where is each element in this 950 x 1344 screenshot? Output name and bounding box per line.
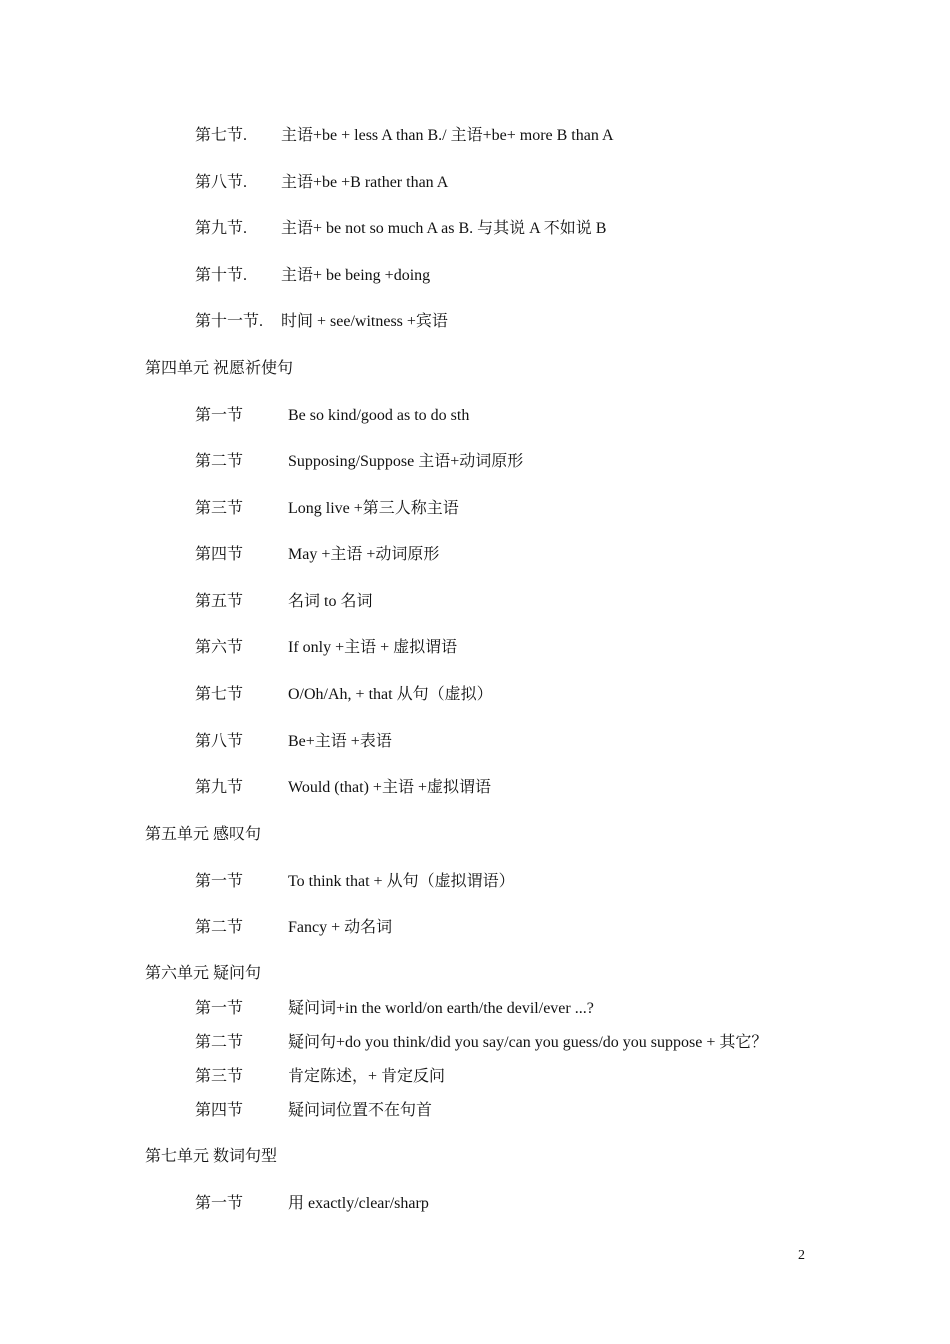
section-label: 第四节: [195, 1102, 244, 1119]
section-label: 第八节.: [195, 174, 248, 191]
section-label: 第四节: [195, 546, 244, 563]
section-text: 主语+ be not so much A as B. 与其说 A 不如说 B: [281, 220, 607, 237]
unit-title: 第四单元 祝愿祈使句: [145, 360, 294, 377]
section-text: 时间 + see/witness +宾语: [281, 313, 448, 330]
section-label: 第十节.: [195, 267, 248, 284]
section-text: 主语+ be being +doing: [281, 267, 431, 284]
unit-title: 第五单元 感叹句: [145, 826, 262, 843]
section-label: 第六节: [195, 639, 244, 656]
section-label: 第八节: [195, 733, 244, 750]
section-text: May +主语 +动词原形: [288, 546, 440, 563]
section-text: To think that + 从句（虚拟谓语）: [288, 873, 515, 890]
section-label: 第七节: [195, 686, 244, 703]
section-text: Long live +第三人称主语: [288, 500, 459, 517]
section-text: Be+主语 +表语: [288, 733, 392, 750]
section-text: 疑问句+do you think/did you say/can you guess/do you suppose + 其它？: [288, 1034, 768, 1051]
section-label: 第三节: [195, 1068, 244, 1085]
section-text: 疑问词+in the world/on earth/the devil/ever ...?: [288, 1000, 594, 1017]
section-label: 第七节.: [195, 127, 248, 144]
section-label: 第二节: [195, 1034, 244, 1051]
section-text: 名词 to 名词: [288, 593, 373, 610]
section-label: 第九节: [195, 779, 244, 796]
section-label: 第三节: [195, 500, 244, 517]
unit-title: 第六单元 疑问句: [145, 965, 262, 982]
section-text: 主语+be + less A than B./ 主语+be+ more B than A: [281, 127, 614, 144]
section-text: Supposing/Suppose 主语+动词原形: [288, 453, 524, 470]
section-text: If only +主语 + 虚拟谓语: [288, 639, 458, 656]
section-text: Be so kind/good as to do sth: [288, 407, 470, 424]
unit-title: 第七单元 数词句型: [145, 1148, 278, 1165]
section-text: 肯定陈述，+ 肯定反问: [288, 1068, 446, 1085]
section-label: 第五节: [195, 593, 244, 610]
section-label: 第一节: [195, 1195, 244, 1212]
section-label: 第二节: [195, 919, 244, 936]
section-label: 第一节: [195, 1000, 244, 1017]
section-text: O/Oh/Ah, + that 从句（虚拟）: [288, 686, 493, 703]
section-label: 第十一节.: [195, 313, 264, 330]
section-text: 主语+be +B rather than A: [281, 174, 449, 191]
section-label: 第九节.: [195, 220, 248, 237]
page-number: 2: [798, 1248, 805, 1263]
section-text: 用 exactly/clear/sharp: [288, 1195, 429, 1212]
section-label: 第二节: [195, 453, 244, 470]
section-label: 第一节: [195, 873, 244, 890]
section-label: 第一节: [195, 407, 244, 424]
section-text: Would (that) +主语 +虚拟谓语: [288, 779, 491, 796]
section-text: 疑问词位置不在句首: [288, 1102, 433, 1119]
section-text: Fancy + 动名词: [288, 919, 393, 936]
